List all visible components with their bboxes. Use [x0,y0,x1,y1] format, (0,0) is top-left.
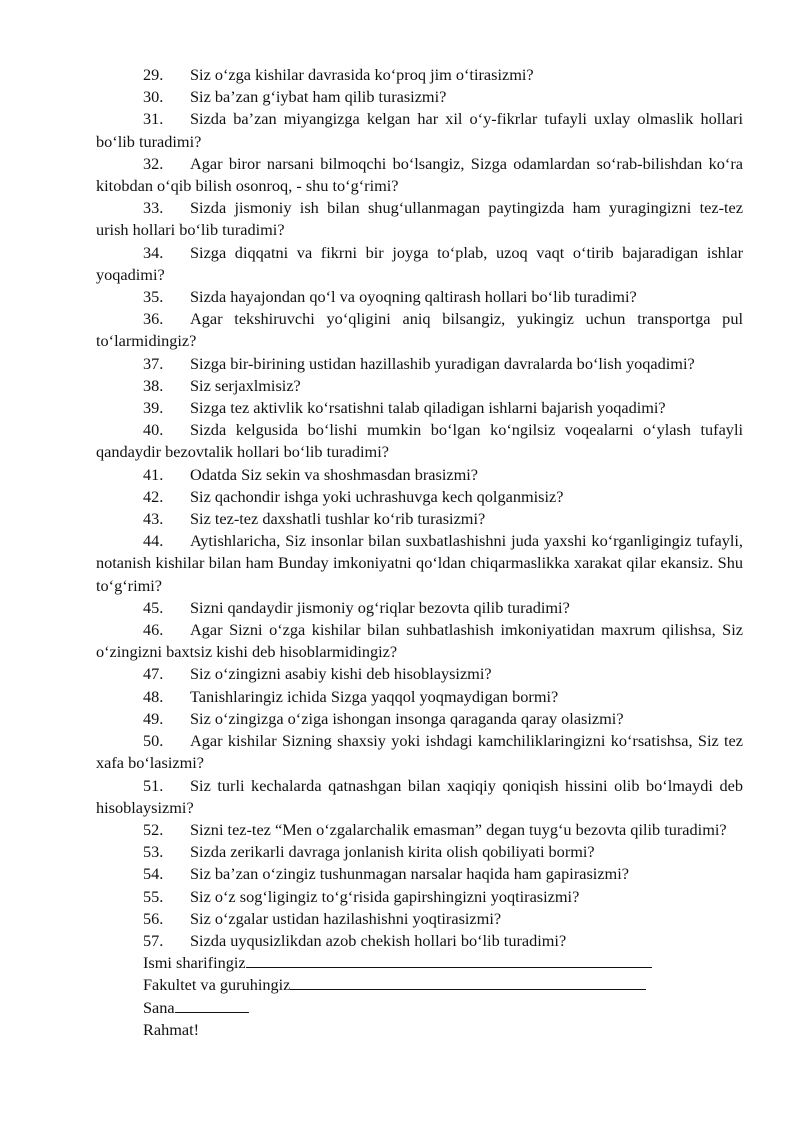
question-item [96,508,743,530]
question-text: Sizni tez-tez “Men o‘zgalarchalik emasman” degan tuyg‘u bezovta qilib turadimi? [190,819,727,839]
name-input-line[interactable] [246,952,652,968]
question-item [96,730,743,774]
question-item [96,841,743,863]
question-text: Siz tez-tez daxshatli tushlar ko‘rib turasizmi? [190,509,486,529]
question-item [96,286,743,308]
name-field[interactable] [143,952,743,974]
faculty-field-label: Fakultet va guruhingiz [143,975,291,995]
question-text: Agar Sizni o‘zga kishilar bilan suhbatlashish imkoniyatidan maxrum qilishsa, Siz o‘zingizni baxtsiz kishi deb hisoblarmidingiz? [96,620,743,662]
question-item [96,663,743,685]
question-item [96,197,743,241]
question-number: 33. [143,198,164,218]
question-number: 50. [143,731,164,751]
question-item [96,886,743,908]
question-text: Siz o‘zingizni asabiy kishi deb hisoblaysizmi? [190,664,492,684]
closing-text: Rahmat! [143,1019,200,1039]
question-item [96,242,743,286]
question-number: 56. [143,908,164,928]
question-number: 52. [143,819,164,839]
question-item [96,153,743,197]
question-text: Agar kishilar Sizning shaxsiy yoki ishdagi kamchiliklaringizni ko‘rsatishsa, Siz tez xafa bo‘lasizmi? [96,731,743,773]
question-text: Sizda hayajondan qo‘l va oyoqning qaltirash hollari bo‘lib turadimi? [190,287,637,307]
question-text: Sizda zerikarli davraga jonlanish kirita olish qobiliyati bormi? [190,842,595,862]
question-number: 32. [143,153,164,173]
question-text: Aytishlaricha, Siz insonlar bilan suxbatlashishni juda yaxshi ko‘rganligingiz tufayli, notanish kishilar bilan ham Bunday imkoniyatni qo‘ldan chiqarmaslikka xarakat qilar ekansiz. Shu to‘g‘rimi? [96,531,743,595]
question-number: 47. [143,664,164,684]
question-item [96,419,743,463]
question-number: 36. [143,309,164,329]
question-item [96,397,743,419]
question-item [96,108,743,152]
question-text: Sizda kelgusida bo‘lishi mumkin bo‘lgan ko‘ngilsiz voqealarni o‘ylash tufayli qandaydir bezovtalik hollari bo‘lib turadimi? [96,420,743,462]
question-item [96,686,743,708]
question-item [96,86,743,108]
question-text: Siz turli kechalarda qatnashgan bilan xaqiqiy qoniqish hissini olib bo‘lmaydi deb hisoblaysizmi? [96,775,743,817]
question-item [96,775,743,819]
question-text: Siz ba’zan o‘zingiz tushunmagan narsalar haqida ham gapirasizmi? [190,864,629,884]
question-number: 37. [143,353,164,373]
question-number: 54. [143,864,164,884]
date-field[interactable] [143,997,743,1019]
question-item [96,819,743,841]
question-item [96,930,743,952]
question-item [96,486,743,508]
question-item [96,308,743,352]
question-text: Sizga tez aktivlik ko‘rsatishni talab qiladigan ishlarni bajarish yoqadimi? [190,398,666,418]
question-text: Siz o‘z sog‘ligingiz to‘g‘risida gapirshingizni yoqtirasizmi? [190,886,580,906]
question-text: Agar tekshiruvchi yo‘qligini aniq bilsangiz, yukingiz uchun transportga pul to‘larmidingiz? [96,309,743,351]
question-text: Siz ba’zan g‘iybat ham qilib turasizmi? [190,87,447,107]
question-text: Agar biror narsani bilmoqchi bo‘lsangiz, Sizga odamlardan so‘rab-bilishdan ko‘ra kitobdan o‘qib bilish osonroq, - shu to‘g‘rimi? [96,153,743,196]
question-text: Sizda jismoniy ish bilan shug‘ullanmagan paytingizda ham yuragingizni tez-tez urish hollari bo‘lib turadimi? [96,198,743,240]
question-number: 44. [143,531,164,551]
question-text: Siz serjaxlmisiz? [190,375,301,395]
question-item [96,375,743,397]
question-text: Sizga bir-birining ustidan hazillashib yuradigan davralarda bo‘lish yoqadimi? [190,353,695,373]
question-number: 57. [143,930,164,950]
question-item [96,597,743,619]
question-number: 34. [143,242,164,262]
faculty-field[interactable] [143,974,743,996]
question-number: 42. [143,486,164,506]
faculty-input-line[interactable] [290,974,646,990]
question-number: 43. [143,509,164,529]
question-item [96,908,743,930]
question-item [96,708,743,730]
question-number: 40. [143,420,164,440]
question-item [96,353,743,375]
question-number: 55. [143,886,164,906]
question-number: 35. [143,287,164,307]
question-text: Odatda Siz sekin va shoshmasdan brasizmi? [190,464,479,484]
question-number: 30. [143,87,164,107]
question-number: 41. [143,464,164,484]
question-number: 46. [143,620,164,640]
question-text: Sizni qandaydir jismoniy og‘riqlar bezovta qilib turadimi? [190,597,570,617]
question-item [96,863,743,885]
question-text: Sizda ba’zan miyangizga kelgan har xil o‘y-fikrlar tufayli uxlay olmaslik hollari bo‘lib turadimi? [96,109,743,151]
date-field-label: Sana [143,997,175,1017]
question-text: Siz o‘zgalar ustidan hazilashishni yoqtirasizmi? [190,908,502,928]
question-number: 48. [143,686,164,706]
question-item [96,64,743,86]
question-number: 53. [143,842,164,862]
date-input-line[interactable] [175,997,249,1013]
question-text: Tanishlaringiz ichida Sizga yaqqol yoqmaydigan bormi? [190,686,559,706]
question-text: Siz o‘zingizga o‘ziga ishongan insonga qaraganda qaray olasizmi? [190,708,624,728]
question-item [96,530,743,597]
question-number: 51. [143,775,164,795]
question-number: 38. [143,375,164,395]
question-text: Siz qachondir ishga yoki uchrashuvga kech qolganmisiz? [190,486,564,506]
question-number: 29. [143,65,164,84]
questionnaire-page [96,64,743,1041]
question-text: Sizga diqqatni va fikrni bir joyga to‘plab, uzoq vaqt o‘tirib bajaradigan ishlar yoqadimi? [96,242,743,284]
question-text: Sizda uyqusizlikdan azob chekish hollari bo‘lib turadimi? [190,930,567,950]
question-number: 45. [143,597,164,617]
name-field-label: Ismi sharifingiz [143,953,246,973]
question-item [96,619,743,663]
question-item [96,464,743,486]
question-list [96,64,743,952]
question-number: 31. [143,109,164,129]
question-text: Siz o‘zga kishilar davrasida ko‘proq jim o‘tirasizmi? [190,65,534,84]
question-number: 49. [143,708,164,728]
question-number: 39. [143,398,164,418]
